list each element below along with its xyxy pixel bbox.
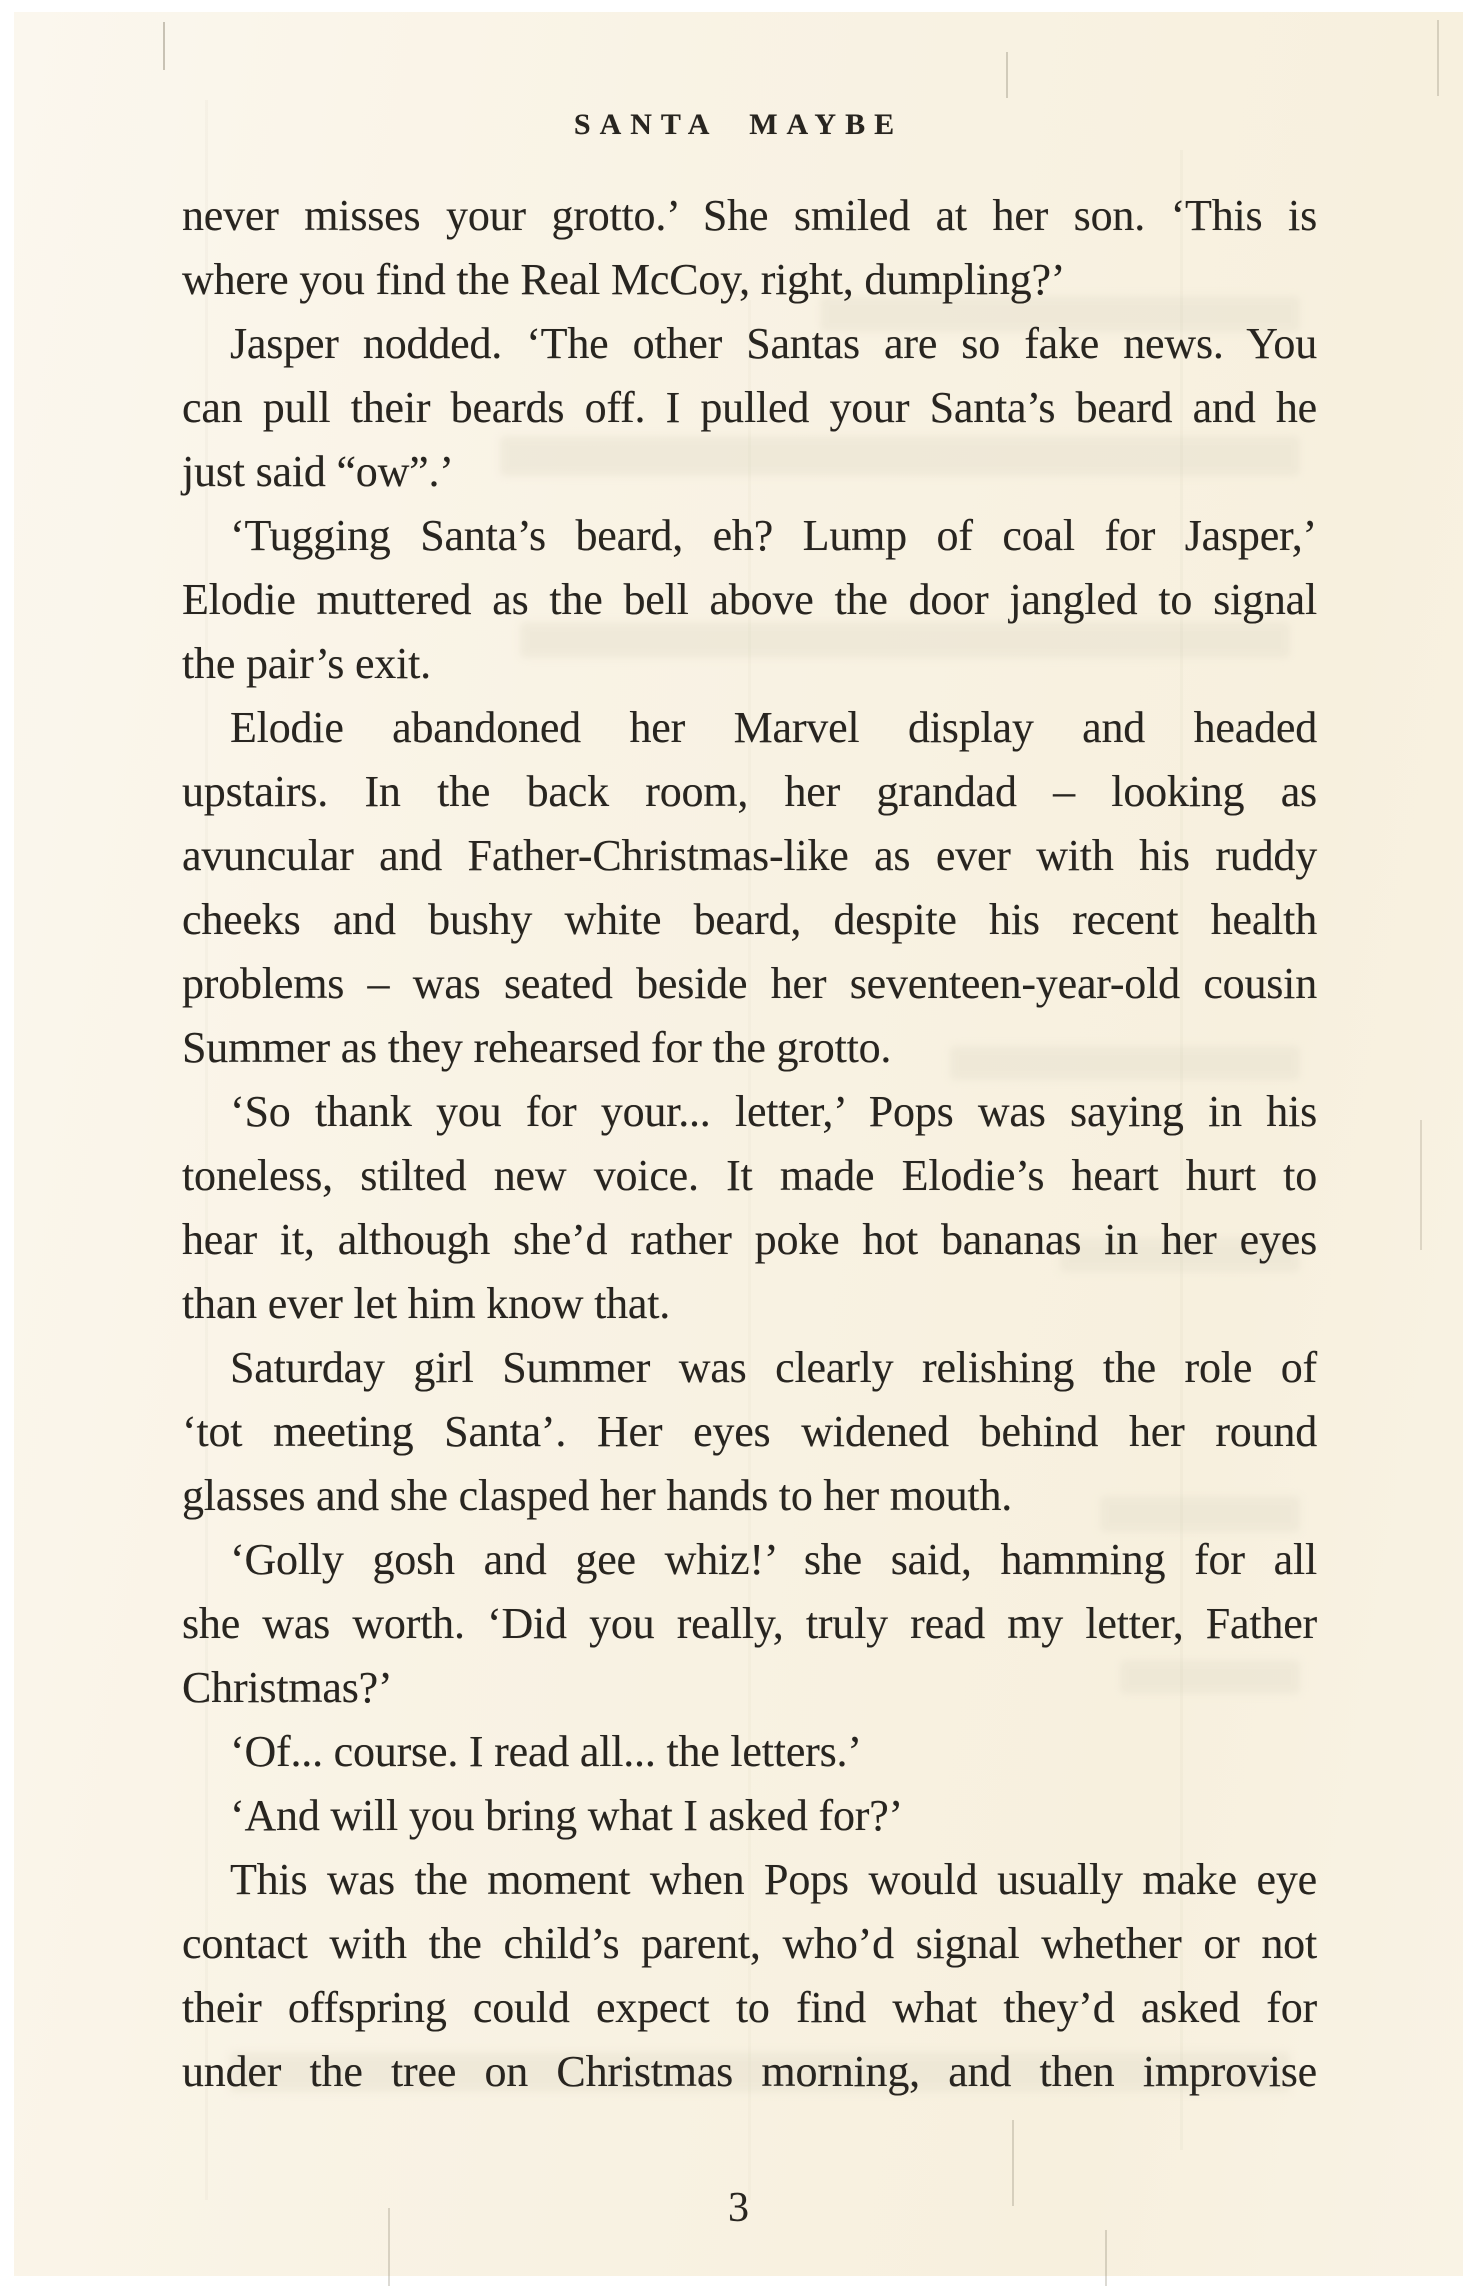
text-line: never misses your grotto.’ She smiled at her son. ‘This is	[182, 191, 1317, 240]
text-line: Elodie muttered as the bell above the door jangled to signal	[182, 575, 1317, 624]
text-line: just said “ow”.’	[182, 447, 454, 496]
scan-artifact	[1105, 2230, 1107, 2286]
text-line: she was worth. ‘Did you really, truly read my letter, Father	[182, 1599, 1317, 1648]
text-line: This was the moment when Pops would usually make eye	[230, 1855, 1317, 1904]
text-line: avuncular and Father-Christmas-like as ever with his ruddy	[182, 831, 1317, 880]
text-line: Summer as they rehearsed for the grotto.	[182, 1023, 892, 1072]
text-line: glasses and she clasped her hands to her mouth.	[182, 1471, 1013, 1520]
text-line: upstairs. In the back room, her grandad – looking as	[182, 767, 1317, 816]
text-line: cheeks and bushy white beard, despite his recent health	[182, 895, 1317, 944]
text-line: can pull their beards off. I pulled your Santa’s beard and he	[182, 383, 1317, 432]
text-line: problems – was seated beside her seventeen-year-old cousin	[182, 959, 1317, 1008]
text-line: ‘tot meeting Santa’. Her eyes widened behind her round	[182, 1407, 1317, 1456]
running-head: SANTA MAYBE	[573, 108, 904, 141]
text-line: the pair’s exit.	[182, 639, 431, 688]
book-page	[14, 12, 1463, 2276]
text-line: ‘And will you bring what I asked for?’	[230, 1791, 904, 1840]
scan-artifact	[1420, 1120, 1422, 1250]
text-line: where you find the Real McCoy, right, dumpling?’	[182, 255, 1066, 304]
scan-artifact	[163, 22, 165, 70]
text-line: Elodie abandoned her Marvel display and headed	[230, 703, 1317, 752]
text-line: ‘So thank you for your... letter,’ Pops was saying in his	[230, 1087, 1317, 1136]
text-line: their offspring could expect to find what they’d asked for	[182, 1983, 1317, 2032]
text-line: under the tree on Christmas morning, and then improvise	[182, 2047, 1317, 2096]
text-line: ‘Tugging Santa’s beard, eh? Lump of coal for Jasper,’	[230, 511, 1317, 560]
text-block	[182, 184, 1317, 2104]
text-line: toneless, stilted new voice. It made Elodie’s heart hurt to	[182, 1151, 1317, 1200]
text-line: ‘Golly gosh and gee whiz!’ she said, hamming for all	[230, 1535, 1317, 1584]
scan-artifact	[1437, 20, 1439, 96]
text-line: Christmas?’	[182, 1663, 393, 1712]
text-line: contact with the child’s parent, who’d signal whether or not	[182, 1919, 1317, 1968]
text-line: than ever let him know that.	[182, 1279, 671, 1328]
scan-artifact	[1006, 52, 1008, 98]
text-line: ‘Of... course. I read all... the letters.’	[230, 1727, 862, 1776]
page-number: 3	[728, 2185, 749, 2231]
text-line: hear it, although she’d rather poke hot bananas in her eyes	[182, 1215, 1317, 1264]
text-line: Jasper nodded. ‘The other Santas are so fake news. You	[230, 319, 1317, 368]
text-line: Saturday girl Summer was clearly relishing the role of	[230, 1343, 1317, 1392]
